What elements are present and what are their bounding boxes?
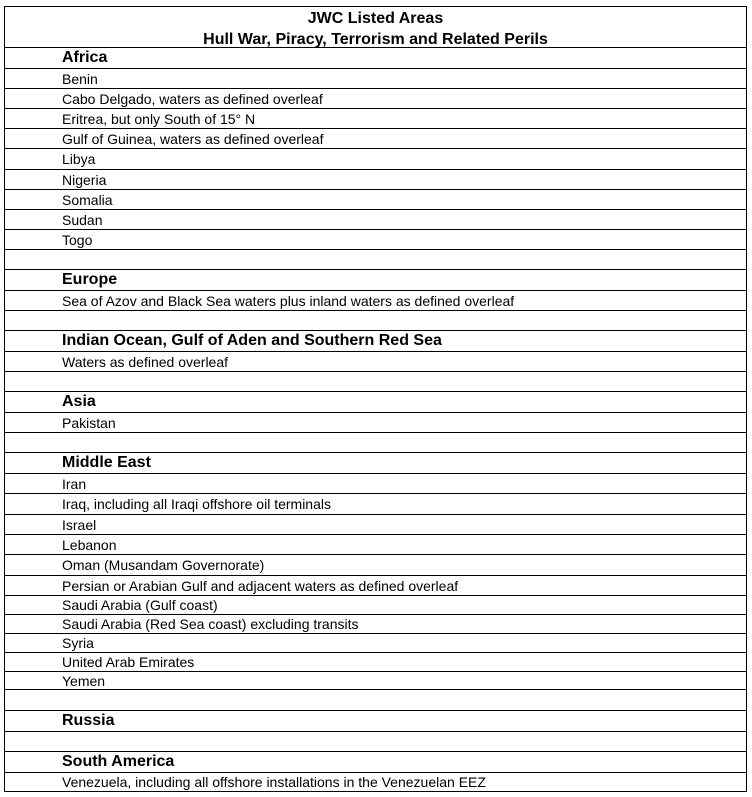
empty-cell [5, 372, 747, 392]
region-header-row [5, 331, 747, 352]
area-name: Benin [5, 69, 747, 89]
region-header-row [5, 453, 747, 474]
region-header-row [5, 711, 747, 732]
area-name: Iran [5, 474, 747, 494]
region-name: Europe [5, 270, 747, 291]
area-name: Lebanon [5, 535, 747, 555]
area-row [5, 596, 747, 615]
areas-table [4, 47, 747, 792]
area-row [5, 413, 747, 433]
empty-cell [5, 732, 747, 752]
listed-areas-sheet [4, 6, 747, 792]
area-row [5, 129, 747, 149]
region-name: Indian Ocean, Gulf of Aden and Southern Red Sea [5, 331, 747, 352]
area-name: Eritrea, but only South of 15° N [5, 109, 747, 129]
area-row [5, 149, 747, 170]
area-name: Togo [5, 230, 747, 250]
area-row [5, 615, 747, 634]
area-row [5, 89, 747, 109]
area-name: Waters as defined overleaf [5, 352, 747, 372]
area-row [5, 515, 747, 535]
region-name: South America [5, 752, 747, 773]
region-header-row [5, 392, 747, 413]
area-row [5, 555, 747, 576]
region-name: Middle East [5, 453, 747, 474]
title-block [4, 6, 747, 47]
area-name: Sea of Azov and Black Sea waters plus inland waters as defined overleaf [5, 291, 747, 311]
region-header-row [5, 270, 747, 291]
empty-cell [5, 690, 747, 711]
region-name: Asia [5, 392, 747, 413]
area-row [5, 230, 747, 250]
area-name: Persian or Arabian Gulf and adjacent waters as defined overleaf [5, 576, 747, 596]
area-name: Saudi Arabia (Gulf coast) [5, 596, 747, 615]
spacer-row [5, 690, 747, 711]
area-row [5, 773, 747, 792]
area-row [5, 291, 747, 311]
spacer-row [5, 250, 747, 270]
area-row [5, 494, 747, 515]
area-name: Iraq, including all Iraqi offshore oil terminals [5, 494, 747, 515]
area-name: Cabo Delgado, waters as defined overleaf [5, 89, 747, 109]
area-name: Saudi Arabia (Red Sea coast) excluding transits [5, 615, 747, 634]
empty-cell [5, 433, 747, 453]
empty-cell [5, 250, 747, 270]
area-name: Syria [5, 634, 747, 653]
area-row [5, 352, 747, 372]
area-name: Venezuela, including all offshore installations in the Venezuelan EEZ [5, 773, 747, 792]
area-row [5, 474, 747, 494]
area-name: Oman (Musandam Governorate) [5, 555, 747, 576]
area-row [5, 69, 747, 89]
region-name: Africa [5, 48, 747, 69]
areas-table-body [5, 48, 747, 792]
spacer-row [5, 372, 747, 392]
empty-cell [5, 311, 747, 331]
area-row [5, 576, 747, 596]
document-title: JWC Listed Areas [307, 10, 444, 27]
area-name: Gulf of Guinea, waters as defined overleaf [5, 129, 747, 149]
spacer-row [5, 732, 747, 752]
area-row [5, 190, 747, 210]
area-row [5, 653, 747, 672]
area-name: Sudan [5, 210, 747, 230]
area-name: United Arab Emirates [5, 653, 747, 672]
area-name: Israel [5, 515, 747, 535]
area-name: Nigeria [5, 170, 747, 190]
area-name: Pakistan [5, 413, 747, 433]
area-row [5, 634, 747, 653]
region-name: Russia [5, 711, 747, 732]
area-name: Somalia [5, 190, 747, 210]
area-row [5, 535, 747, 555]
spacer-row [5, 311, 747, 331]
area-name: Yemen [5, 672, 747, 690]
area-row [5, 672, 747, 690]
region-header-row [5, 752, 747, 773]
region-header-row [5, 48, 747, 69]
area-row [5, 170, 747, 190]
area-name: Libya [5, 149, 747, 170]
area-row [5, 109, 747, 129]
spacer-row [5, 433, 747, 453]
document-subtitle: Hull War, Piracy, Terrorism and Related Perils [203, 31, 548, 48]
area-row [5, 210, 747, 230]
